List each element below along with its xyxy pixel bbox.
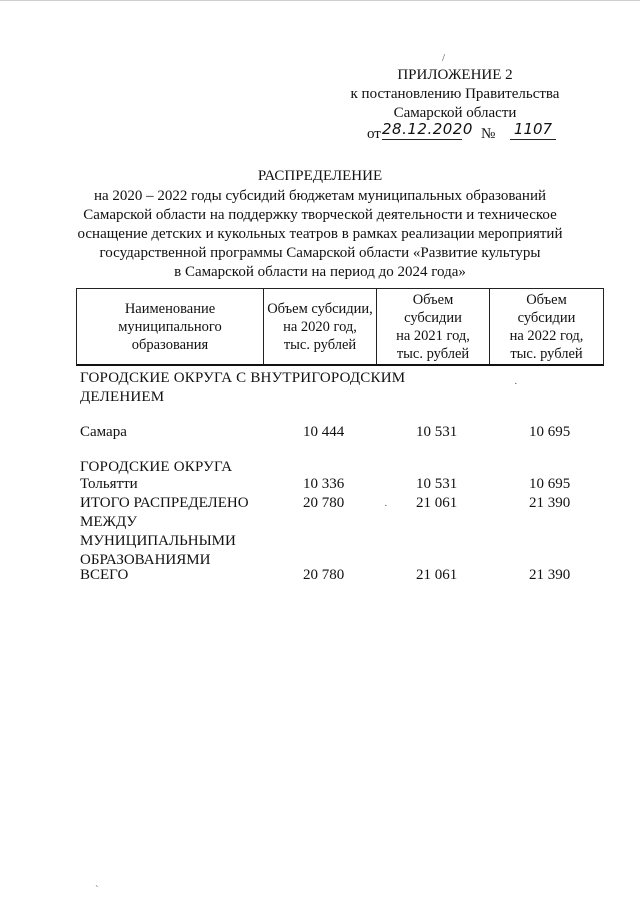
value-2020: 20 780 xyxy=(303,567,345,583)
header-text: Наименование xyxy=(124,300,216,317)
header-municipality xyxy=(77,289,264,364)
scan-speck: ` xyxy=(95,884,99,896)
section-label-line: ДЕЛЕНИЕМ xyxy=(80,389,165,405)
page-top-border xyxy=(0,0,640,1)
header-text: образования xyxy=(131,336,209,353)
header-text: субсидии xyxy=(517,309,576,326)
subtitle-line: Самарской области на поддержку творческой деятельности и техническое xyxy=(83,207,557,223)
annex-title: ПРИЛОЖЕНИЕ 2 xyxy=(397,67,513,83)
header-2021 xyxy=(377,289,490,364)
header-text: тыс. рублей xyxy=(510,345,583,362)
date-prefix: от xyxy=(367,126,381,142)
header-text: на 2022 год, xyxy=(509,327,584,344)
annex-header xyxy=(340,66,570,145)
value-2020: 10 444 xyxy=(303,424,345,440)
value-2021: 21 061 xyxy=(416,567,458,583)
value-2022: 21 390 xyxy=(529,567,571,583)
document-heading xyxy=(0,167,640,282)
value-2022: 10 695 xyxy=(529,476,571,492)
value-2021: 21 061 xyxy=(416,495,458,511)
header-text: тыс. рублей xyxy=(396,345,470,362)
header-text: Объем xyxy=(412,291,454,308)
subtitle-line: на 2020 – 2022 годы субсидий бюджетам муниципальных образований xyxy=(93,188,547,204)
annex-line-2: Самарской области xyxy=(393,105,517,121)
total-label-line: МУНИЦИПАЛЬНЫМИ xyxy=(80,533,236,549)
municipality-name: Тольятти xyxy=(80,476,138,492)
value-2022: 10 695 xyxy=(529,424,571,440)
header-text: Объем субсидии, xyxy=(267,300,373,317)
section-label-line: ГОРОДСКИЕ ОКРУГА xyxy=(80,459,233,475)
header-text: на 2020 год, xyxy=(283,318,357,335)
document-title: РАСПРЕДЕЛЕНИЕ xyxy=(257,168,383,184)
subtitle-line: оснащение детских и кукольных театров в рамках реализации мероприятий xyxy=(77,226,563,242)
total-label-line: ОБРАЗОВАНИЯМИ xyxy=(80,552,211,568)
total-all-label: ВСЕГО xyxy=(80,567,129,583)
value-2021: 10 531 xyxy=(416,424,458,440)
total-label-line: МЕЖДУ xyxy=(80,514,137,530)
scan-speck: · xyxy=(384,500,388,512)
handwritten-date: 28.12.2020 xyxy=(382,120,473,138)
table-header-row xyxy=(76,288,604,366)
header-text: Объем xyxy=(526,291,567,308)
header-text: субсидии xyxy=(404,309,462,326)
header-text: муниципального xyxy=(118,318,222,335)
document-subtitle xyxy=(0,187,640,282)
subtitle-line: государственной программы Самарской области «Развитие культуры xyxy=(99,245,541,261)
handwritten-number: 1107 xyxy=(510,120,556,140)
value-2021: 10 531 xyxy=(416,476,458,492)
value-2022: 21 390 xyxy=(529,495,571,511)
annex-line-1: к постановлению Правительства xyxy=(350,86,560,102)
section-label-urban-districts-intra xyxy=(80,369,420,407)
total-label-line: ИТОГО РАСПРЕДЕЛЕНО xyxy=(80,495,249,511)
number-prefix: № xyxy=(481,126,496,142)
subtitle-line: в Самарской области на период до 2024 года» xyxy=(174,264,466,280)
header-text: тыс. рублей xyxy=(283,336,357,353)
scan-speck: · xyxy=(514,378,518,390)
total-distributed-label xyxy=(80,494,300,570)
section-label-line: ГОРОДСКИЕ ОКРУГА С ВНУТРИГОРОДСКИМ xyxy=(80,370,406,386)
header-2022 xyxy=(490,289,603,364)
header-2020 xyxy=(264,289,377,364)
value-2020: 20 780 xyxy=(303,495,345,511)
header-text: на 2021 год, xyxy=(396,327,470,344)
municipality-name: Самара xyxy=(80,424,127,440)
scan-speck: / xyxy=(442,52,446,64)
annex-reference xyxy=(340,120,570,145)
value-2020: 10 336 xyxy=(303,476,345,492)
